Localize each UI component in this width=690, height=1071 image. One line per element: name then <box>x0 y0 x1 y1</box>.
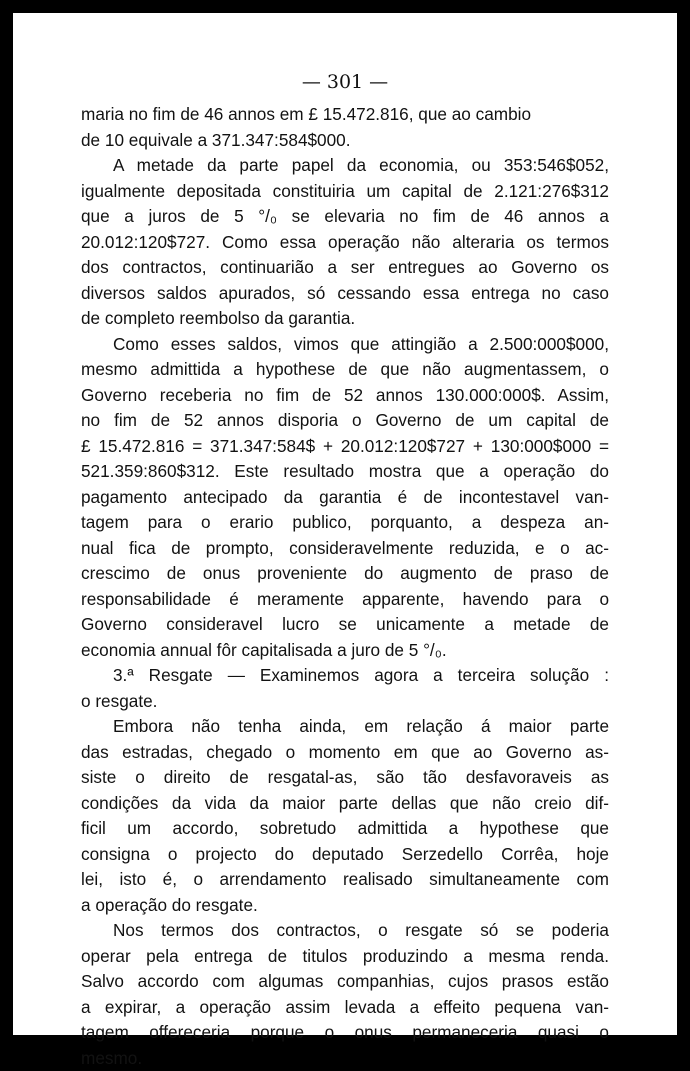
text-line: dos contractos, continuarião a ser entregues ao Governo os <box>81 255 609 281</box>
page-number: — 301 — <box>13 71 677 93</box>
text-line: de completo reembolso da garantia. <box>81 306 609 332</box>
text-line: nual fica de prompto, consideravelmente reduzida, e o ac- <box>81 536 609 562</box>
text-line: lei, isto é, o arrendamento realisado simultaneamente com <box>81 867 609 893</box>
text-line: tagem para o erario publico, porquanto, a despeza an- <box>81 510 609 536</box>
text-line: de 10 equivale a 371.347:584$000. <box>81 128 609 154</box>
text-line: o resgate. <box>81 689 609 715</box>
text-line: responsabilidade é meramente apparente, havendo para o <box>81 587 609 613</box>
text-line: tagem offereceria porque o onus permaneceria quasi o <box>81 1020 609 1046</box>
text-line: Salvo accordo com algumas companhias, cujos prasos estão <box>81 969 609 995</box>
text-line: siste o direito de resgatal-as, são tão desfavoraveis as <box>81 765 609 791</box>
text-line: Embora não tenha ainda, em relação á maior parte <box>81 714 609 740</box>
text-line: A metade da parte papel da economia, ou 353:546$052, <box>81 153 609 179</box>
text-line: que a juros de 5 °/₀ se elevaria no fim de 46 annos a <box>81 204 609 230</box>
text-line: diversos saldos apurados, só cessando essa entrega no caso <box>81 281 609 307</box>
text-line: consigna o projecto do deputado Serzedello Corrêa, hoje <box>81 842 609 868</box>
text-line: a expirar, a operação assim levada a effeito pequena van- <box>81 995 609 1021</box>
body-text <box>81 102 609 1071</box>
text-line: £ 15.472.816 = 371.347:584$ + 20.012:120$727 + 130:000$000 = <box>81 434 609 460</box>
book-page <box>13 13 677 1035</box>
text-line: ficil um accordo, sobretudo admittida a hypothese que <box>81 816 609 842</box>
text-line: mesmo. <box>81 1046 609 1071</box>
text-line: operar pela entrega de titulos produzindo a mesma renda. <box>81 944 609 970</box>
text-line: Governo receberia no fim de 52 annos 130.000:000$. Assim, <box>81 383 609 409</box>
text-line: Como esses saldos, vimos que attingião a 2.500:000$000, <box>81 332 609 358</box>
text-line: economia annual fôr capitalisada a juro de 5 °/₀. <box>81 638 609 664</box>
text-line: 3.ª Resgate — Examinemos agora a terceira solução : <box>81 663 609 689</box>
text-line: igualmente depositada constituiria um capital de 2.121:276$312 <box>81 179 609 205</box>
text-line: Nos termos dos contractos, o resgate só se poderia <box>81 918 609 944</box>
text-line: Governo consideravel lucro se unicamente a metade de <box>81 612 609 638</box>
text-line: mesmo admittida a hypothese de que não augmentassem, o <box>81 357 609 383</box>
text-line: crescimo de onus proveniente do augmento de praso de <box>81 561 609 587</box>
text-line: 521.359:860$312. Este resultado mostra que a operação do <box>81 459 609 485</box>
text-line: maria no fim de 46 annos em £ 15.472.816, que ao cambio <box>81 102 609 128</box>
text-line: a operação do resgate. <box>81 893 609 919</box>
text-line: no fim de 52 annos disporia o Governo de um capital de <box>81 408 609 434</box>
text-line: 20.012:120$727. Como essa operação não alteraria os termos <box>81 230 609 256</box>
text-line: condições da vida da maior parte dellas que não creio dif- <box>81 791 609 817</box>
text-line: das estradas, chegado o momento em que ao Governo as- <box>81 740 609 766</box>
text-line: pagamento antecipado da garantia é de incontestavel van- <box>81 485 609 511</box>
